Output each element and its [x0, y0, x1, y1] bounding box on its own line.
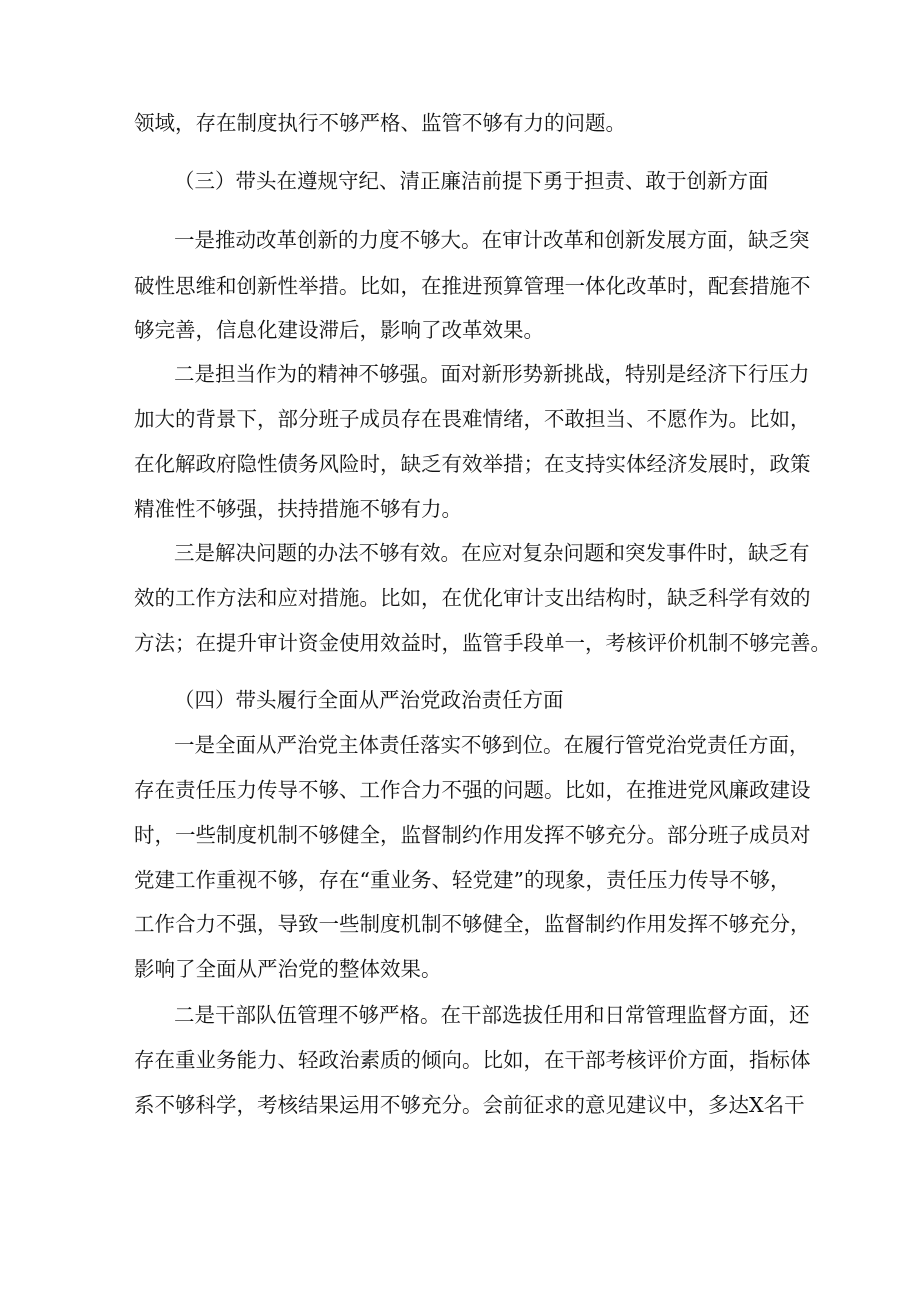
text-line: 一是全面从严治党主体责任落实不够到位。在履行管党治党责任方面，: [174, 733, 810, 757]
text-line: 方法；在提升审计资金使用效益时，监管手段单一，考核评价机制不够完善。: [134, 631, 831, 655]
text-line: 加大的背景下，部分班子成员存在畏难情绪，不敢担当、不愿作为。比如，: [134, 407, 811, 431]
text-line: 效的工作方法和应对措施。比如，在优化审计支出结构时，缺乏科学有效的: [134, 586, 811, 610]
text-line: 工作合力不强，导致一些制度机制不够健全，监督制约作用发挥不够充分，: [134, 912, 811, 936]
text-line: 存在责任压力传导不够、工作合力不强的问题。比如，在推进党风廉政建设: [134, 778, 811, 802]
text-line: 精准性不够强，扶持措施不够有力。: [134, 497, 462, 521]
text-line: 破性思维和创新性举措。比如，在推进预算管理一体化改革时，配套措施不: [134, 274, 811, 298]
text-line: 在化解政府隐性债务风险时，缺乏有效举措；在支持实体经济发展时，政策: [134, 452, 811, 476]
text-line: 二是担当作为的精神不够强。面对新形势新挑战，特别是经济下行压力: [174, 362, 810, 386]
section-heading: （三）带头在遵规守纪、清正廉洁前提下勇于担责、敢于创新方面: [174, 169, 769, 193]
text-line: 系不够科学，考核结果运用不够充分。会前征求的意见建议中，多达X名干: [134, 1093, 805, 1117]
text-line: 三是解决问题的办法不够有效。在应对复杂问题和突发事件时，缺乏有: [174, 541, 810, 565]
text-line: 存在重业务能力、轻政治素质的倾向。比如，在干部考核评价方面，指标体: [134, 1048, 811, 1072]
text-line: 一是推动改革创新的力度不够大。在审计改革和创新发展方面，缺乏突: [174, 228, 810, 252]
text-line: 够完善，信息化建设滞后，影响了改革效果。: [134, 318, 544, 342]
text-line: 时，一些制度机制不够健全，监督制约作用发挥不够充分。部分班子成员对: [134, 823, 811, 847]
text-line: 影响了全面从严治党的整体效果。: [134, 957, 442, 981]
text-line: 党建工作重视不够，存在“重业务、轻党建”的现象，责任压力传导不够，: [134, 868, 791, 892]
text-line: 领域，存在制度执行不够严格、监管不够有力的问题。: [134, 111, 626, 135]
section-heading: （四）带头履行全面从严治党政治责任方面: [174, 688, 564, 712]
text-line: 二是干部队伍管理不够严格。在干部选拔任用和日常管理监督方面，还: [174, 1003, 810, 1027]
